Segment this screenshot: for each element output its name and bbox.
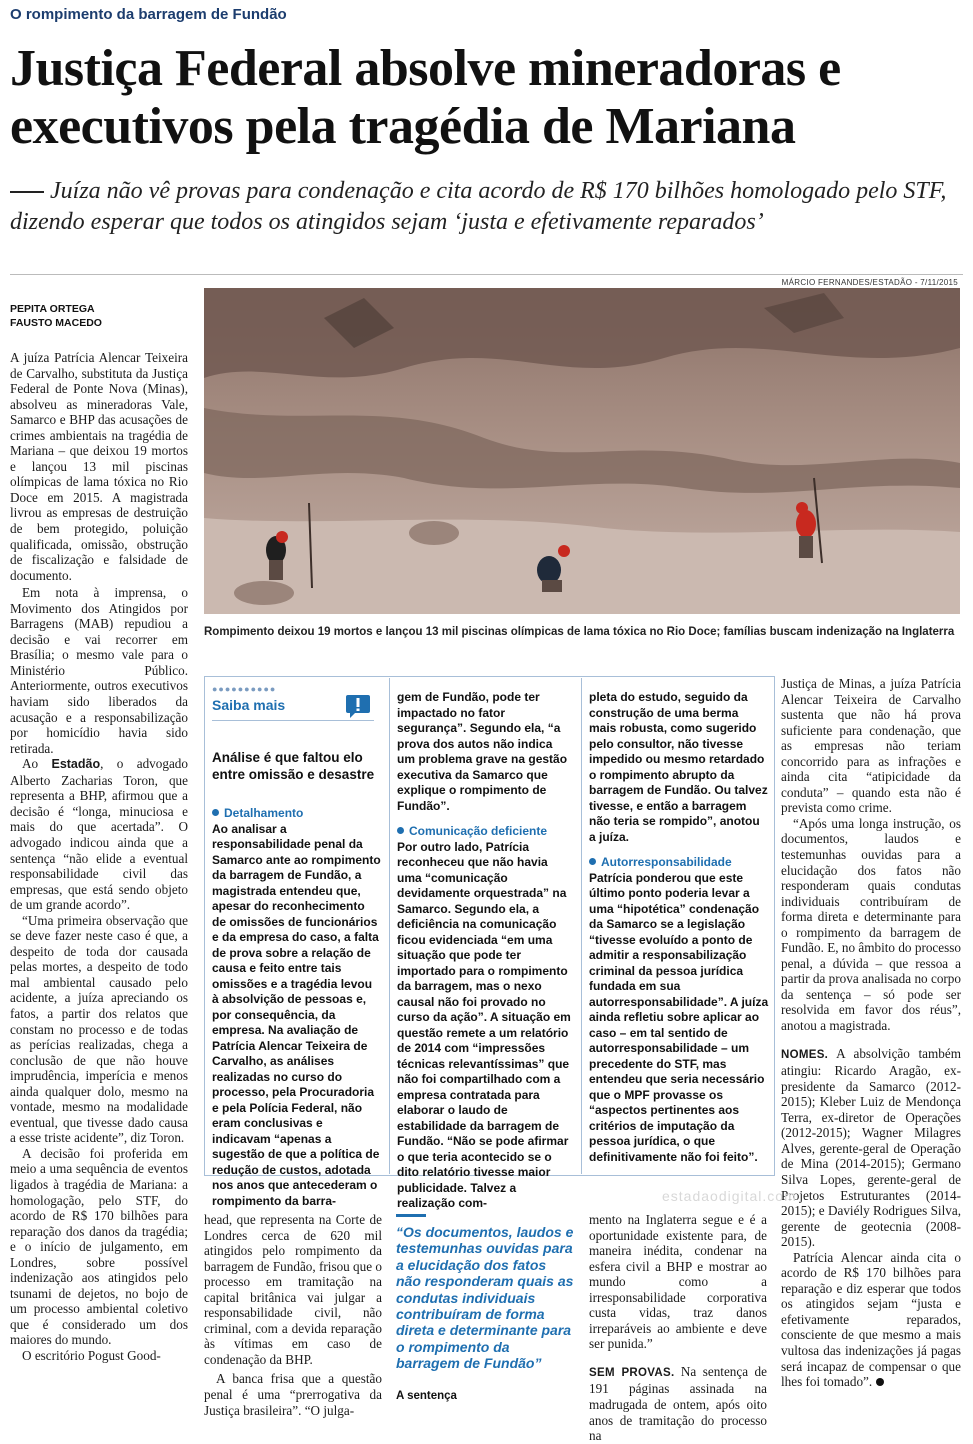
- sidebar-text: Patrícia ponderou que este último ponto poderia levar a uma “hipotética” condenação da Samarco se a legislação “tivesse evoluído a ponto de admitir a responsabilização criminal da pessoa jurídica fundada em sua autorresponsabilidade”. A juíza ainda refletiu sobre aplicar ao caso – em tal sentido de autorresponsabilidade – um precedente do STF, mas entendeu que seria necessário que o MPF provasse os “aspectos pertinentes aos critérios de imputação da pessoa jurídica, o que definitivamente não foi feito”.: [589, 870, 769, 1164]
- sidebar-text: Ao analisar a responsabilidade penal da Samarco ante ao rompimento da barragem de Fundão, a magistrada entendeu que, apesar do reconhecimento de omissões de funcionários e da empresa do caso, a falta de prova sobre a relação de causa e feito entre tais omissões e a tragédia levou à absolvição de pessoas e, por consequência, da empresa. Na avaliação de Patrícia Alencar Teixeira de Carvalho, as análises realizadas no curso do processo, pela Procuradoria e pela Polícia Federal, não eram conclusivas e indicavam “apenas a sugestão de que a política de redução de custos, adotada nos anos que antecederam o rompimento da barra-: [212, 821, 381, 1208]
- paragraph: A juíza Patrícia Alencar Teixeira de Carvalho, substituta da Justiça Federal de Ponte Nova (Minas), absolveu as mineradoras Vale, Samarco e BHP das acusações de crimes ambientais na tragédia de Mariana – que deixou 19 mortos e lançou 13 mil piscinas olímpicas de lama tóxica no Rio Doce em 2015. A magistrada livrou as empresas de destruição de bem protegido, poluição qualificada, omissão, obstrução de fiscalização e falsidade de documento.: [10, 350, 188, 583]
- quote-rule: [396, 1214, 426, 1217]
- paragraph: O escritório Pogust Good-: [22, 1348, 161, 1363]
- sidebar-column-2: [397, 690, 573, 1212]
- paragraph: mento na Inglaterra segue e é a oportunidade existente para, de maneira inédita, condenar na esfera civil a BHP e mostrar ao mundo como a irresponsabilidade corporativa custa vidas, traz danos irreparáveis ao ambiente e deve ser punida.”: [589, 1212, 767, 1352]
- subhead-dash: [10, 191, 44, 193]
- watermark: estadaodigital.com: [662, 1188, 797, 1204]
- sidebar-title: Análise é que faltou elo entre omissão e desastre: [212, 750, 375, 782]
- author-name: FAUSTO MACEDO: [10, 317, 102, 329]
- paragraph: head, que representa na Corte de Londres cerca de 620 mil atingidos pelo rompimento da barragem de Fundão, frisou que o processo em tramitação na capital britânica vai julgar a responsabilidade civil, não criminal, com a devida reparação às vítimas em caso de condenação da BHP.: [204, 1212, 382, 1367]
- bullet-icon: [212, 809, 219, 816]
- photo-caption: Rompimento deixou 19 mortos e lançou 13 mil piscinas olímpicas de lama tóxica no Rio Doce; famílias buscam indenização na Inglaterra: [204, 626, 955, 638]
- article-column-4: [589, 1212, 767, 1444]
- sidebar-section-heading: Autorresponsabilidade: [589, 855, 769, 871]
- article-column-2: [204, 1212, 382, 1418]
- pull-quote: “Os documentos, laudos e testemunhas ouvidas para a elucidação dos fatos não responderam quais as condutas individuais contribuíram de forma direta e determinante para o rompimento da barragem de Fundão”: [396, 1224, 574, 1372]
- paragraph: NOMES. A absolvição também atingiu: Ricardo Aragão, ex-presidente da Samarco (2012-2015); Kleber Luiz de Mendonça Terra, ex-diretor de Operações (2012-2015); Wagner Milagres Alves, gerente-geral de Operação de Mina (2014-2015); Germano Silva Lopes, gerente-geral de Projetos Estruturantes (2014-2015); e Daviély Rodrigues Silva, gerente de geotecnia (2008-2015).: [781, 1045, 961, 1250]
- sidebar-column-3: [589, 690, 769, 1165]
- header-rule: [10, 274, 963, 275]
- paragraph: “Após uma longa instrução, os documentos, laudos e testemunhas ouvidas para a elucidação dos fatos não responderam quais condutas individuais contribuíram de forma direta e determinante para o rompimento da barragem de Fundão. E, no âmbito do processo penal, a dúvida – que ressoa a partir da prova analisada no corpo da sentença – só pode ser resolvida em favor dos réus”, anotou a magistrada.: [781, 815, 961, 1034]
- paragraph: Em nota à imprensa, o Movimento dos Atingidos por Barragens (MAB) repudiou a decisão e vai recorrer em Brasília; o mesmo vale para o Ministério Público. Anteriormente, outros executivos haviam sido liberados da acusação e a responsabilização por homicídio havia sido retirada.: [10, 585, 188, 756]
- sidebar-column-1: [212, 806, 382, 1209]
- paragraph: SEM PROVAS. Na sentença de 191 páginas assinada na madrugada de ontem, após oito anos de tramitação do processo na: [589, 1363, 767, 1444]
- box-divider: [389, 678, 390, 1174]
- box-divider: [581, 678, 582, 1174]
- photo-credit: MÁRCIO FERNANDES/ESTADÃO - 7/11/2015: [781, 278, 958, 287]
- section-kicker: O rompimento da barragem de Fundão: [10, 6, 287, 23]
- paragraph: Justiça de Minas, a juíza Patrícia Alencar Teixeira de Carvalho sustenta que não há prova suficiente para condenação, que as empresas não teriam concorrido para as infrações e ainda cita “atipicidade da conduta” – quando esta não é prevista como crime.: [781, 676, 961, 816]
- paragraph: A banca frisa que a questão penal é uma “prerrogativa da Justiça brasileira”. “O julga-: [204, 1371, 382, 1418]
- sidebar-section-heading: Detalhamento: [212, 806, 382, 822]
- paragraph: “Uma primeira observação que se deve fazer neste caso é que, a despeito de toda dor causada pelas mortes, a despeito de todo mal ambiental causado pelo acidente, a juíza apreciando os fatos, a partir dos relatos que constam no processo e de todas as perícias realizadas, chega a conclusão de que não houve imprudência, imperícia e menos ainda qualquer dolo, mesmo na vontade, mesmo na modalidade eventual, que tivesse dado causa a esse triste acidente”, diz Toron.: [10, 912, 188, 1146]
- mudflow-photo-illustration: [204, 288, 960, 614]
- byline: [10, 302, 102, 330]
- paragraph: Patrícia Alencar ainda cita o acordo de R$ 170 bilhões para reparação e diz esperar que todos os atingidos sejam “justa e efetivamente reparados, consciente de que mesmo a mais vultosa das indenizações já pagas será incapaz de compensar o que lhes foi tomado”.: [781, 1249, 961, 1390]
- paragraph: A decisão foi proferida em meio a uma sequência de eventos ligados à tragédia de Mariana: a homologação, pelo STF, do acordo de R$ 170 bilhões para reparação dos danos da tragédia; e o início de julgamento, em Londres, sobre possível indenização aos atingidos pelo tsunami de dejetos, no bojo de um processo ambiental coletivo que é considerado um dos maiores do mundo.: [10, 1145, 188, 1348]
- box-dots: ●●●●●●●●●●: [212, 684, 277, 694]
- sidebar-label: Saiba mais: [212, 697, 286, 713]
- paragraph: Ao Estadão, o advogado Alberto Zacharias Toron, que representa a BHP, afirmou que a decisão é “longa, minuciosa e mais do que acertada”. O advogado indicou ainda que a sentença “não elide a eventual responsabilidade civil das empresas, que está sendo objeto de um grande acordo”.: [10, 756, 188, 913]
- headline: Justiça Federal absolve mineradoras e executivos pela tragédia de Mariana: [10, 40, 841, 155]
- subheadline: [10, 176, 965, 238]
- quote-source: A sentença: [396, 1390, 457, 1402]
- exclamation-icon: [345, 693, 371, 719]
- sidebar-rule: [212, 720, 374, 721]
- end-mark-icon: [876, 1378, 884, 1386]
- author-name: PEPITA ORTEGA: [10, 303, 95, 315]
- article-column-5: [781, 676, 961, 1390]
- sidebar-text: pleta do estudo, seguido da construção de uma berma mais robusta, como sugerido pelo consultor, não tivesse impedido ou mesmo retardado o rompimento abrupto da barragem de Fundão. Ou talvez tivesse, e então a barragem não teria se rompido”, anotou a juíza.: [589, 690, 768, 844]
- sidebar-text: gem de Fundão, pode ter impactado no fator segurança”. Segundo ela, “a prova dos autos não indica um problema grave na gestão executiva da Samarco que explique o rompimento de Fundão”.: [397, 690, 568, 813]
- bullet-icon: [589, 858, 596, 865]
- news-photo: [204, 288, 960, 614]
- sidebar-text: Por outro lado, Patrícia reconheceu que não havia uma “comunicação devidamente orquestrada” na Samarco. Segundo ela, a deficiência na comunicação ficou evidenciada “em uma situação que pode ter importado para o rompimento da barragem, mas o nexo causal não foi provado no curso da ação”. A situação em questão remete a um relatório de 2014 com “impressões técnicas relevantíssimas” que não foi compartilhado com a empresa contratada para elaborar o laudo de estabilidade da barragem de Fundão. “Não se pode afirmar o que teria acontecido se o dito relatório tivesse maior publicidade. Talvez a realização com-: [397, 839, 571, 1210]
- bullet-icon: [397, 827, 404, 834]
- subhead-text: Juíza não vê provas para condenação e cita acordo de R$ 170 bilhões homologado pelo STF, dizendo esperar que todos os atingidos sejam ‘justa e efetivamente reparados’: [10, 178, 947, 235]
- article-column-1: [10, 350, 188, 1364]
- sidebar-section-heading: Comunicação deficiente: [397, 824, 573, 840]
